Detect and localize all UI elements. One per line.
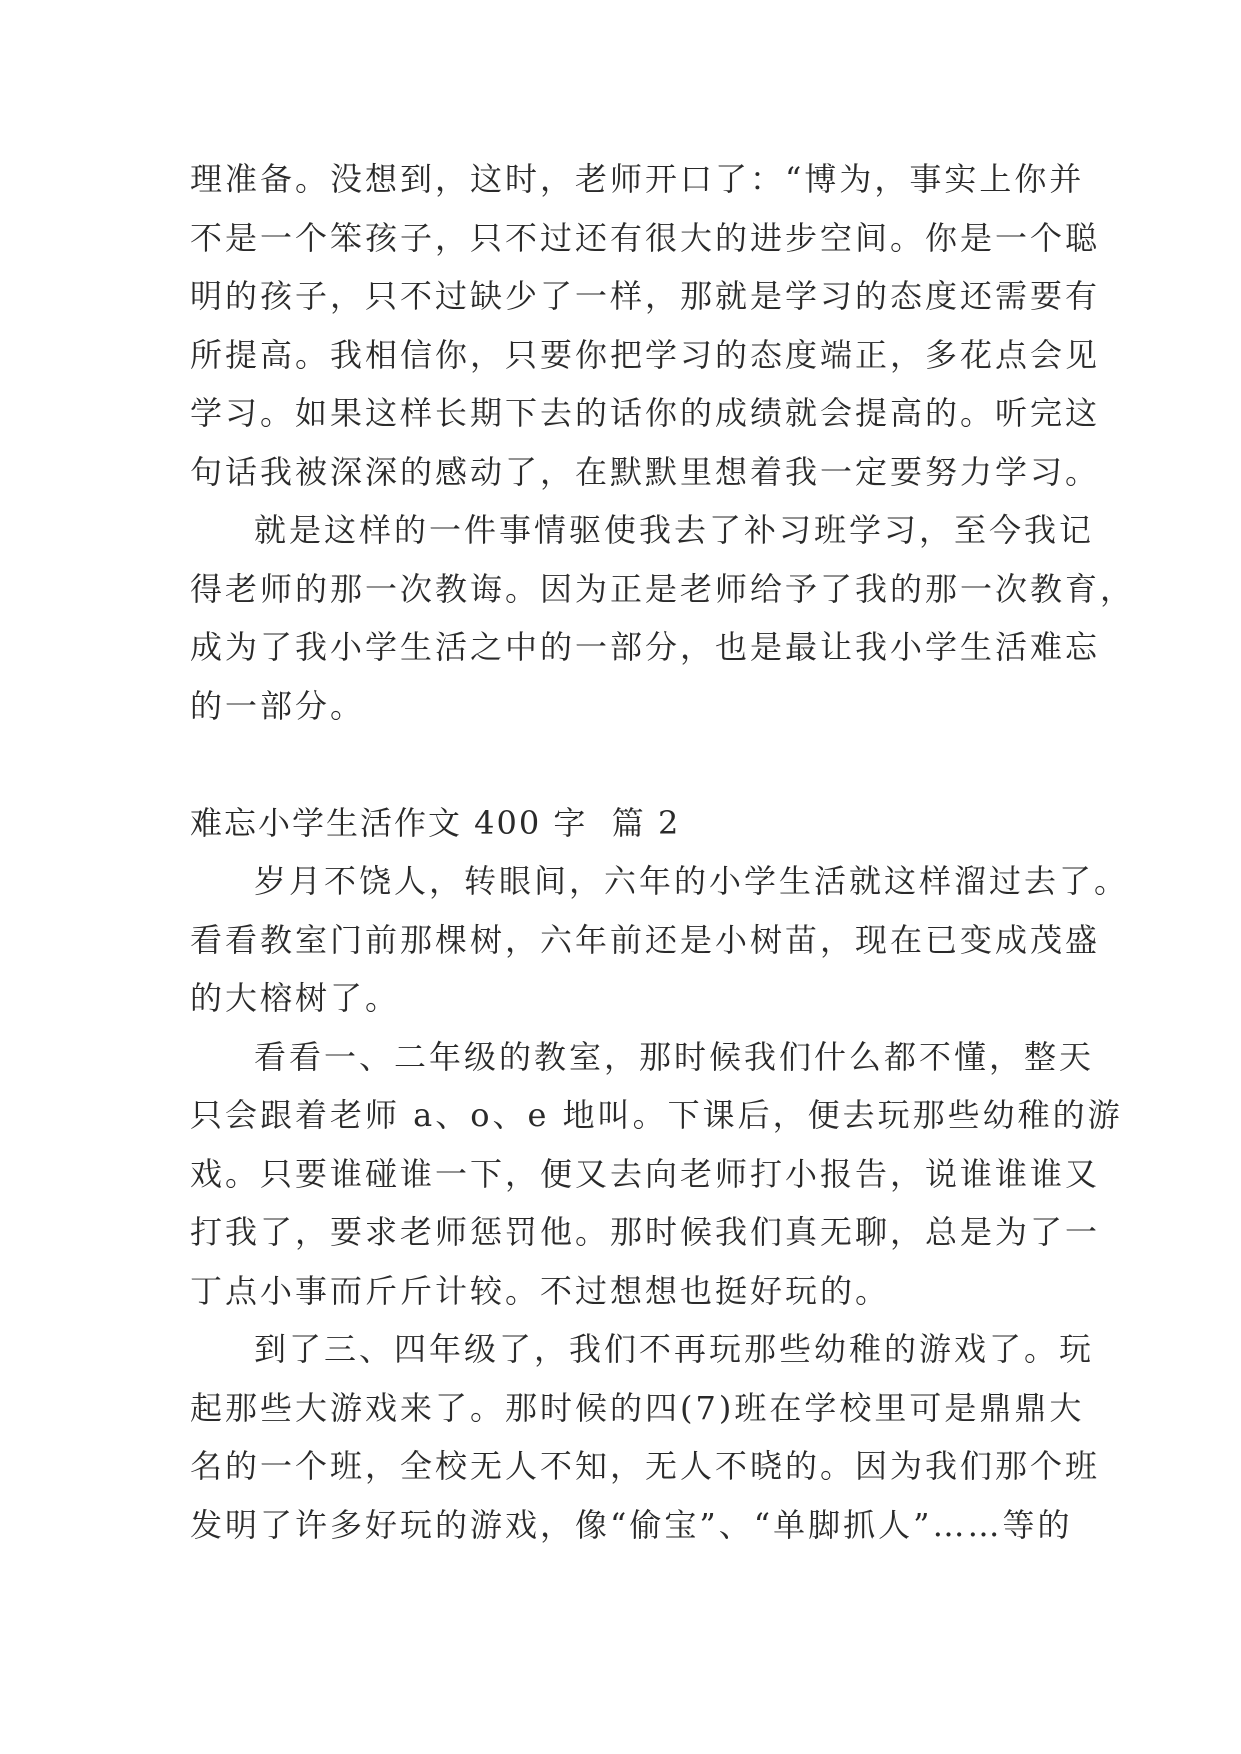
paragraph-line: 打我了，要求老师惩罚他。那时候我们真无聊，总是为了一 [190,1213,1101,1251]
paragraph-line: 看看教室门前那棵树，六年前还是小树苗，现在已变成茂盛 [190,920,1101,959]
paragraph-line: 成为了我小学生活之中的一部分，也是最让我小学生活难忘 [190,628,1101,666]
paragraph-line: 的大榕树了。 [190,979,401,1017]
paragraph-1 [190,150,1101,501]
paragraph-3 [190,852,1130,1028]
paragraph-line: 明的孩子，只不过缺少了一样，那就是学习的态度还需要有 [190,277,1101,315]
paragraph-line: 不是一个笨孩子，只不过还有很大的进步空间。你是一个聪 [190,218,1101,257]
paragraph-line: 学习。如果这样长期下去的话你的成绩就会提高的。听完这 [190,394,1101,432]
paragraph-line: 看看一、二年级的教室，那时候我们什么都不懂，整天 [254,1037,1095,1076]
paragraph-line: 只会跟着老师 a、o、e 地叫。下课后，便去玩那些幼稚的游 [190,1096,1123,1134]
section-heading: 难忘小学生活作文 400 字 篇 2 [190,803,681,842]
paragraph-4 [190,1028,1123,1321]
paragraph-line: 发明了许多好玩的游戏，像“偷宝”、“单脚抓人”……等的 [190,1505,1073,1544]
paragraph-line: 句话我被深深的感动了，在默默里想着我一定要努力学习。 [190,452,1101,491]
paragraph-line: 名的一个班，全校无人不知，无人不晓的。因为我们那个班 [190,1447,1101,1485]
paragraph-line: 岁月不饶人，转眼间，六年的小学生活就这样溜过去了。 [254,862,1130,900]
paragraph-5 [190,1320,1101,1554]
paragraph-line: 的一部分。 [190,686,366,725]
paragraph-line: 到了三、四年级了，我们不再玩那些幼稚的游戏了。玩 [254,1330,1095,1368]
paragraph-line: 所提高。我相信你，只要你把学习的态度端正，多花点会见 [190,335,1101,374]
paragraph-line: 丁点小事而斤斤计较。不过想想也挺好玩的。 [190,1271,891,1310]
paragraph-line: 起那些大游戏来了。那时候的四(7)班在学校里可是鼎鼎大 [190,1388,1085,1427]
paragraph-line: 得老师的那一次教诲。因为正是老师给予了我的那一次教育， [190,569,1136,608]
paragraph-line: 就是这样的一件事情驱使我去了补习班学习，至今我记 [254,511,1095,549]
paragraph-line: 理准备。没想到，这时，老师开口了：“博为，事实上你并 [190,160,1085,198]
document-body [190,150,1136,1554]
paragraph-2 [190,501,1136,735]
paragraph-line: 戏。只要谁碰谁一下，便又去向老师打小报告，说谁谁谁又 [190,1154,1101,1193]
